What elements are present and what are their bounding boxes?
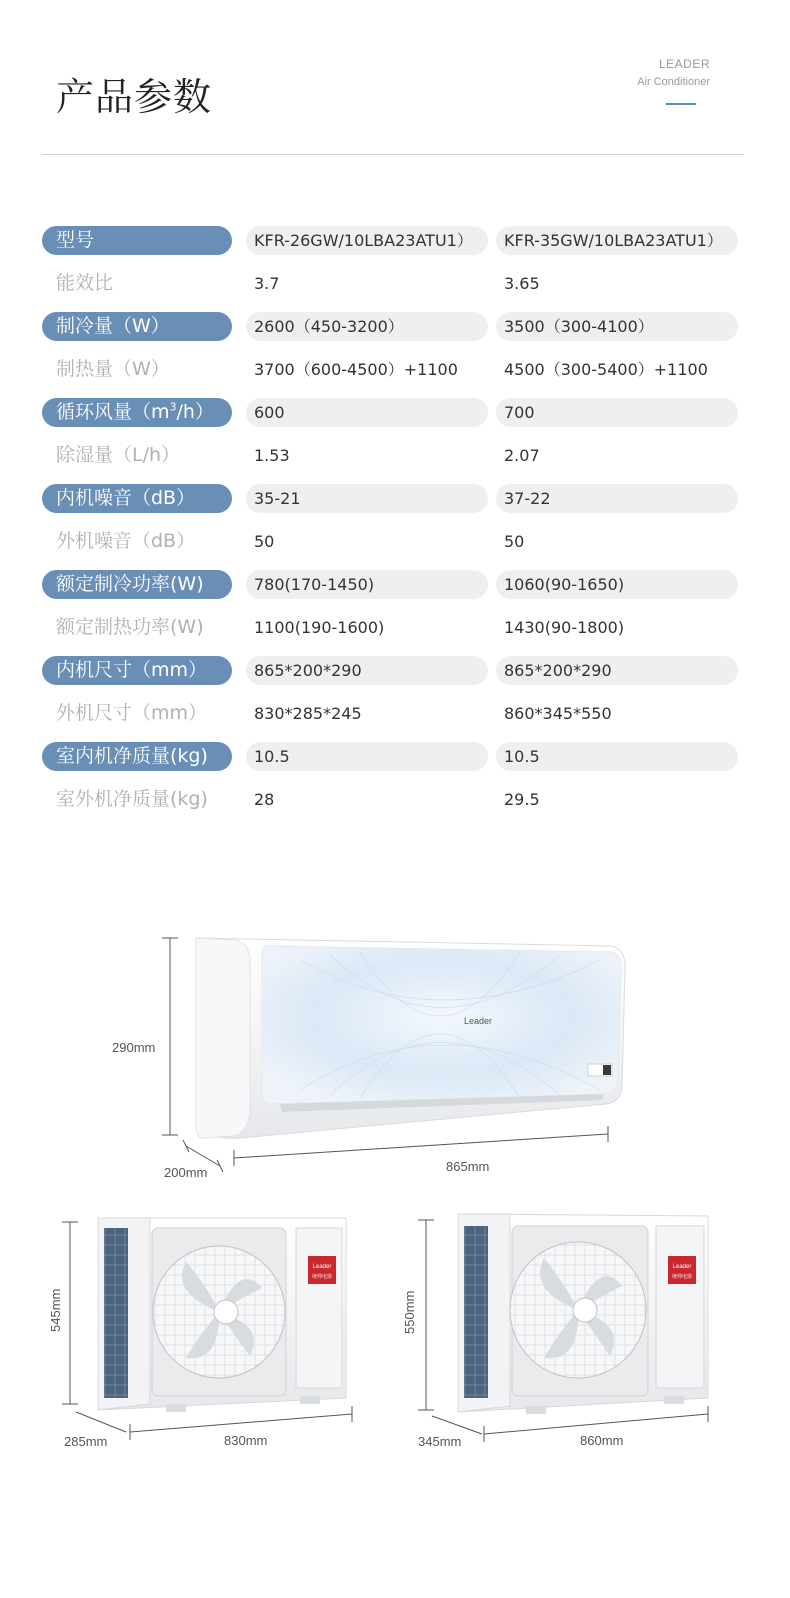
spec-value-model-26: 3700（600-4500）+1100	[254, 360, 458, 379]
outdoor-2-brand-logo: Leader	[672, 1264, 692, 1270]
spec-label: 内机噪音（dB）	[42, 484, 232, 513]
spec-label: 室外机净质量(kg)	[56, 788, 208, 810]
brand-line-1: LEADER	[658, 57, 710, 71]
indoor-height-label: 290mm	[112, 1040, 156, 1055]
spec-label: 内机尺寸（mm）	[42, 656, 232, 685]
page-title: 产品参数	[56, 75, 213, 119]
spec-label: 外机噪音（dB）	[56, 530, 196, 552]
spec-value-model-35: 10.5	[496, 742, 738, 771]
spec-label: 能效比	[56, 272, 114, 294]
spec-value-model-26: 1.53	[254, 446, 290, 465]
spec-value-model-26: 28	[254, 790, 275, 809]
spec-value-model-35: 3.65	[504, 274, 540, 293]
outdoor-2-depth-label: 345mm	[418, 1434, 462, 1449]
spec-value-model-35: 29.5	[504, 790, 540, 809]
spec-value-model-26: 50	[254, 532, 275, 551]
spec-label: 外机尺寸（mm）	[56, 702, 208, 724]
outdoor-2-brand-cn: 统帅电器	[671, 1274, 693, 1280]
spec-label-pre: 循环风量（m	[56, 401, 170, 423]
spec-label: 室内机净质量(kg)	[42, 742, 232, 771]
spec-value-model-26: KFR-26GW/10LBA23ATU1）	[246, 226, 488, 255]
outdoor-1-width-label: 830mm	[224, 1433, 268, 1448]
spec-label: 额定制冷功率(W)	[42, 570, 232, 599]
spec-value-model-35: 50	[504, 532, 525, 551]
indoor-brand-logo: Leader	[463, 1016, 493, 1026]
outdoor-1-height-label: 545mm	[48, 1288, 63, 1332]
spec-value-model-26: 2600（450-3200）	[246, 312, 488, 341]
outdoor-unit-2-image	[458, 1214, 708, 1414]
spec-value-model-35: 865*200*290	[496, 656, 738, 685]
spec-value-model-35: 1430(90-1800)	[504, 618, 625, 637]
outdoor-2-width-label: 860mm	[580, 1433, 624, 1448]
spec-value-model-26: 780(170-1450)	[246, 570, 488, 599]
spec-value-model-26: 865*200*290	[246, 656, 488, 685]
spec-value-model-26: 35-21	[246, 484, 488, 513]
brand-line-2: Air Conditioner	[637, 76, 710, 88]
spec-value-model-26: 10.5	[246, 742, 488, 771]
outdoor-1-brand-logo: Leader	[312, 1264, 332, 1270]
spec-value-model-26: 830*285*245	[254, 704, 362, 723]
indoor-unit-image	[196, 938, 625, 1138]
spec-value-model-35: KFR-35GW/10LBA23ATU1）	[496, 226, 738, 255]
spec-value-model-35: 37-22	[496, 484, 738, 513]
spec-label: 额定制热功率(W)	[56, 616, 204, 638]
spec-label: 除湿量（L/h）	[56, 444, 181, 466]
outdoor-2-height-label: 550mm	[402, 1290, 417, 1334]
spec-label-post: /h）	[176, 401, 214, 423]
spec-value-model-35: 860*345*550	[504, 704, 612, 723]
spec-value-model-26: 3.7	[254, 274, 280, 293]
spec-value-model-35: 3500（300-4100）	[496, 312, 738, 341]
indoor-width-label: 865mm	[446, 1159, 490, 1174]
spec-label: 制热量（W）	[56, 358, 170, 380]
spec-value-model-35: 2.07	[504, 446, 540, 465]
outdoor-unit-1-image	[98, 1218, 346, 1412]
outdoor-1-depth-label: 285mm	[64, 1434, 108, 1449]
outdoor-1-brand-cn: 统帅电器	[311, 1274, 333, 1280]
spec-value-model-35: 4500（300-5400）+1100	[504, 360, 708, 379]
indoor-depth-label: 200mm	[164, 1165, 208, 1180]
spec-value-model-35: 700	[496, 398, 738, 427]
spec-value-model-26: 1100(190-1600)	[254, 618, 385, 637]
spec-label-sup: 3	[169, 400, 177, 414]
spec-value-model-26: 600	[246, 398, 488, 427]
spec-label: 制冷量（W）	[42, 312, 232, 341]
spec-label: 型号	[42, 226, 232, 255]
spec-value-model-35: 1060(90-1650)	[496, 570, 738, 599]
